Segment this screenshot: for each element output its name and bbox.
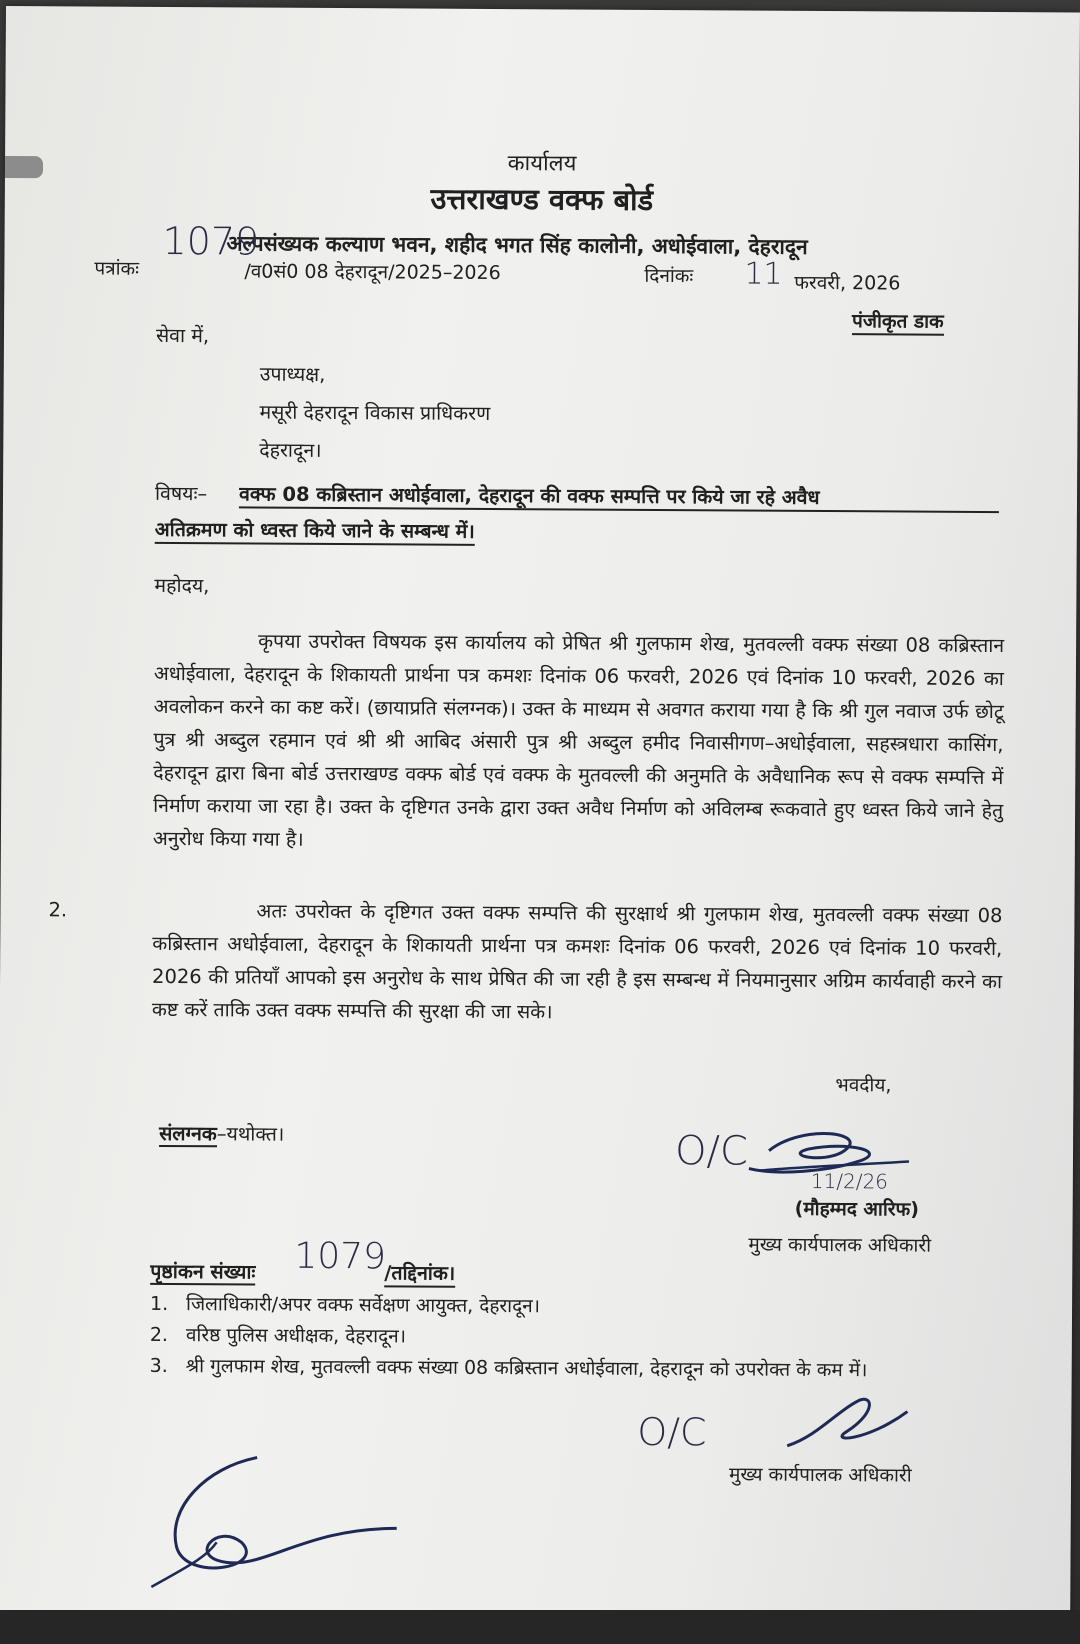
subject-line-1: वक्फ 08 कब्रिस्तान अधोईवाला, देहरादून की वक्फ सम्पत्ति पर किये जा रहे अवैध [239, 479, 999, 513]
board-address: अल्पसंख्यक कल्याण भवन, शहीद भगत सिंह कालोनी, अधोईवाला, देहरादून [226, 231, 808, 259]
officer-signature-2 [777, 1391, 917, 1462]
enclosure-line [159, 1119, 284, 1147]
oc-mark-2: O/C [637, 1409, 707, 1455]
photo-bottom-edge [0, 1610, 1080, 1644]
date-label: दिनांकः [644, 264, 694, 288]
yours-faithfully: भवदीय, [835, 1074, 892, 1097]
date-rest: फरवरी, 2026 [794, 271, 901, 295]
reference-suffix: /व0सं0 08 देहरादून/2025–2026 [244, 260, 501, 285]
endorsement-label: पृष्ठांकन संख्याः [150, 1259, 256, 1284]
body-paragraph-2 [48, 894, 1003, 1031]
paragraph-2-number: 2. [48, 898, 68, 922]
registered-post-label: पंजीकृत डाक [852, 307, 944, 336]
reference-label: पत्रांकः [94, 257, 140, 280]
reference-number-handwritten: 1079 [162, 218, 260, 264]
list-item: 3. श्री गुलफाम शेख, मुतवल्ली वक्फ संख्या 08 कब्रिस्तान अधोईवाला, देहरादून को उपरोक्त के कम में। [149, 1354, 868, 1382]
handwritten-signature [146, 1447, 407, 1599]
list-item: 2. वरिष्ठ पुलिस अधीक्षक, देहरादून। [149, 1323, 407, 1348]
endorsement-number-handwritten: 1079 [294, 1235, 387, 1278]
date-handwritten: 11 [744, 256, 783, 292]
enclosure-rest: –यथोक्त। [216, 1122, 285, 1146]
endorsement-designation: मुख्य कार्यपालक अधिकारी [728, 1463, 912, 1487]
endorsement-line [150, 1257, 255, 1285]
oc-mark-1: O/C [674, 1128, 749, 1175]
endorsement-list [150, 1289, 991, 1387]
letter-sheet [0, 6, 1080, 1633]
endorsement-suffix: /तद्दिनांक। [384, 1258, 455, 1287]
subject-label: विषयः– [154, 481, 208, 506]
recipient-line-3: देहरादून। [259, 438, 322, 462]
officer-designation: मुख्य कार्यपालक अधिकारी [748, 1233, 932, 1257]
recipient-line-1: उपाध्यक्ष, [259, 362, 326, 386]
body-paragraph-2-text: अतः उपरोक्त के दृष्टिगत उक्त वक्फ सम्पत्ति की सुरक्षार्थ श्री गुलफाम शेख, मुतवल्ली वक्फ संख्या 08 कब्रिस्तान अधोईवाला, देहरादून के शिकायती प्रार्थना पत्र कमशः दिनांक 06 फरवरी, 2026 एवं दिनांक 10 फरवरी, 2026 की प्रतियॉं आपको इस अनुरोध के साथ प्रेषित की जा रही है इस सम्बन्ध में नियमानुसार अग्रिम कार्यवाही करने का कष्ट करें ताकि उक्त वक्फ सम्पत्ति की सुरक्षा की जा सके। [151, 899, 1003, 1024]
signature-date: 11/2/26 [810, 1168, 889, 1194]
recipient-to: सेवा में, [155, 323, 210, 348]
list-item: 1. जिलाधिकारी/अपर वक्फ सर्वेक्षण आयुक्त, देहरादून। [150, 1292, 541, 1318]
subject-line-2: अतिक्रमण को ध्वस्त किये जाने के सम्बन्ध में। [155, 515, 475, 546]
salutation: महोदय, [154, 573, 210, 598]
officer-name: (मौहम्मद आरिफ) [794, 1197, 919, 1221]
enclosure-label: संलग्नक [159, 1121, 217, 1146]
body-paragraph-1 [153, 624, 1004, 860]
office-label: कार्यालय [507, 151, 577, 177]
board-title: उत्तराखण्ड वक्फ बोर्ड [430, 181, 654, 217]
recipient-line-2: मसूरी देहरादून विकास प्राधिकरण [259, 400, 491, 425]
body-paragraph-1-text: कृपया उपरोक्त विषयक इस कार्यालय को प्रेषित श्री गुलफाम शेख, मुतवल्ली वक्फ संख्या 08 कब्रिस्तान अधोईवाला, देहरादून के शिकायती प्रार्थना पत्र कमशः दिनांक 06 फरवरी, 2026 एवं दिनांक 10 फरवरी, 2026 का अवलोकन करने का कष्ट करें। (छायाप्रति संलग्नक)। उक्त के माध्यम से अवगत कराया गया है कि श्री गुल नवाज उर्फ छोटू पुत्र श्री अब्दुल रहमान एवं श्री श्री आबिद अंसारी पुत्र श्री अब्दुल हमीद निवासीगण–अधोईवाला, सहस्त्रधारा कासिंग, देहरादून द्वारा बिना बोर्ड उत्तराखण्ड वक्फ बोर्ड एवं वक्फ के मुतवल्ली की अनुमति के अवैधानिक रूप से वक्फ सम्पत्ति में निर्माण कराया जा रहा है। उक्त के दृष्टिगत उनके द्वारा उक्त अवैध निर्माण को अविलम्ब रूकवाते हुए ध्वस्त किये जाने हेतु अनुरोध किया गया है। [152, 629, 1005, 851]
